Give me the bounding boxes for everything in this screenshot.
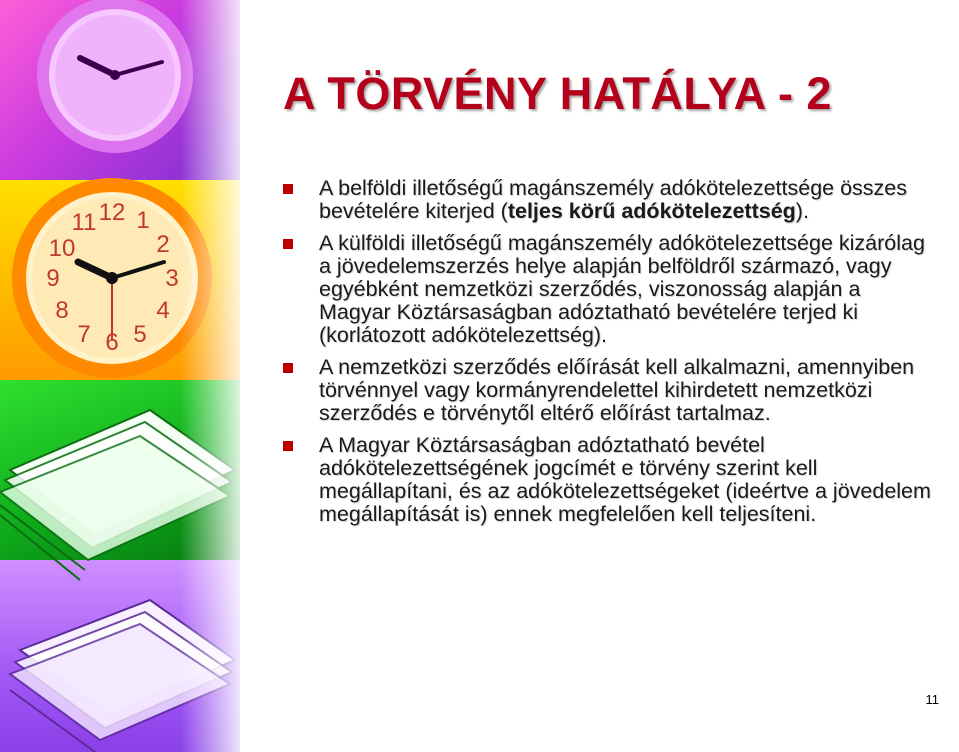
bullet-square-icon — [283, 184, 293, 194]
slide-title: A TÖRVÉNY HATÁLYA - 2 — [283, 68, 832, 119]
bullet-text: A belföldi illetőségű magánszemély adókötelezettsége összes bevételére kiterjed ( — [319, 176, 908, 223]
clock-number: 7 — [77, 321, 91, 348]
clock-number: 10 — [48, 235, 76, 262]
clock-number: 2 — [156, 231, 170, 258]
clock-number: 11 — [71, 209, 97, 236]
bullet-square-icon — [283, 363, 293, 373]
bullet-item — [283, 177, 933, 223]
clock-number: 1 — [136, 207, 150, 234]
clock-number: 6 — [105, 329, 119, 356]
bullet-list — [283, 177, 933, 535]
clock-number: 4 — [156, 297, 170, 324]
clock-number: 5 — [133, 321, 147, 348]
bullet-text: A nemzetközi szerződés előírását kell alkalmazni, amennyiben törvénnyel vagy kormányrendelettel kihirdetett nemzetközi szerződés e törvénytől eltérő előírást tartalmaz. — [319, 355, 915, 425]
decorative-side-image — [0, 0, 240, 752]
clock-number: 3 — [165, 265, 179, 292]
clock-number: 12 — [98, 199, 126, 226]
bullet-text: A Magyar Köztársaságban adóztatható bevétel adókötelezettségének jogcímét e törvény szerint kell megállapítani, és az adókötelezettségeket (ideértve a jövedelem megállapítását is) ennek megfelelően kell teljesíteni. — [319, 433, 931, 526]
clock-number: 9 — [46, 265, 60, 292]
bullet-item — [283, 356, 933, 425]
image-fade-edge — [180, 0, 240, 752]
page-number: 11 — [925, 692, 939, 707]
bullet-square-icon — [283, 441, 293, 451]
magenta-clock-icon — [37, 0, 193, 153]
bullet-square-icon — [283, 239, 293, 249]
bullet-item — [283, 434, 933, 526]
bullet-item — [283, 232, 933, 347]
bullet-text: ). — [795, 199, 809, 223]
clock-number: 8 — [55, 297, 69, 324]
bullet-bold-text: teljes körű adókötelezettség — [507, 199, 796, 223]
bullet-text: A külföldi illetőségű magánszemély adókötelezettsége kizárólag a jövedelemszerzés helye alapján belföldről származó, vagy egyébként nemzetközi szerződés, viszonosság alapján a Magyar Köztársaságban adóztatható bevételére terjed ki (korlátozott adókötelezettség). — [319, 231, 925, 347]
